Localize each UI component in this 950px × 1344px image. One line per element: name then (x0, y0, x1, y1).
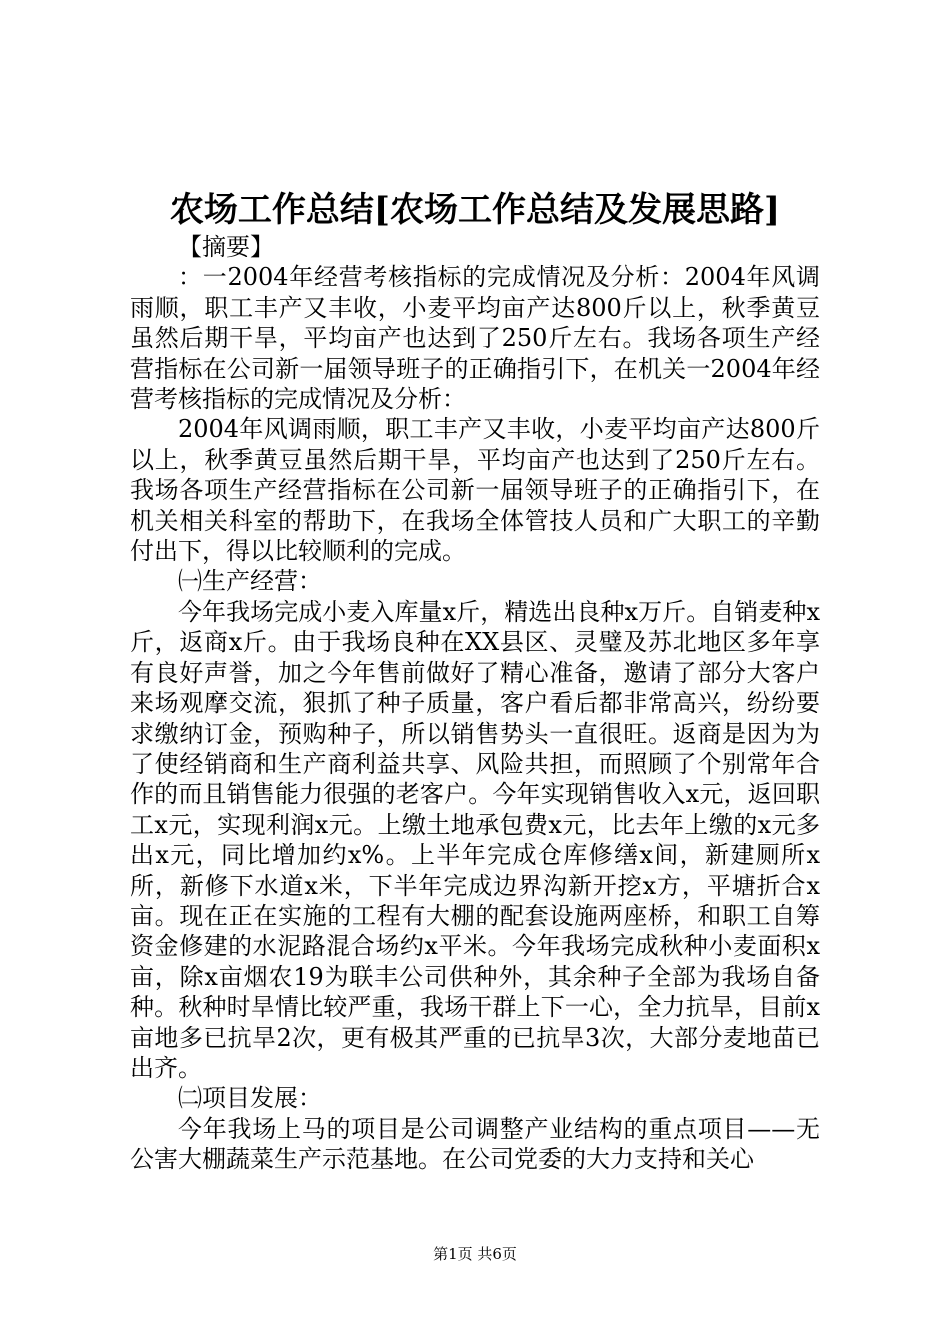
paragraph-1: 2004年风调雨顺，职工丰产又丰收，小麦平均亩产达800斤以上，秋季黄豆虽然后期干旱，平均亩产也达到了250斤左右。我场各项生产经营指标在公司新一届领导班子的正确指引下，在机关相关科室的帮助下，在我场全体管技人员和广大职工的辛勤付出下，得以比较顺利的完成。 (130, 415, 820, 566)
document-body (130, 232, 820, 1175)
paragraph-2: 今年我场完成小麦入库量x斤，精选出良种x万斤。自销麦种x斤，返商x斤。由于我场良种在XX县区、灵璧及苏北地区多年享有良好声誉，加之今年售前做好了精心准备，邀请了部分大客户来场观摩交流，狠抓了种子质量，客户看后都非常高兴，纷纷要求缴纳订金，预购种子，所以销售势头一直很旺。返商是因为为了使经销商和生产商利益共享、风险共担，而照顾了个别常年合作的而且销售能力很强的老客户。今年实现销售收入x元，返回职工x元，实现利润x元。上缴土地承包费x元，比去年上缴的x元多出x元，同比增加约x%。上半年完成仓库修缮x间，新建厕所x所，新修下水道x米，下半年完成边界沟新开挖x方，平塘折合x亩。现在正在实施的工程有大棚的配套设施两座桥，和职工自筹资金修建的水泥路混合场约x平米。今年我场完成秋种小麦面积x亩，除x亩烟农19为联丰公司供种外，其余种子全部为我场自备种。秋种时旱情比较严重，我场干群上下一心，全力抗旱，目前x亩地多已抗旱2次，更有极其严重的已抗旱3次，大部分麦地苗已出齐。 (130, 597, 820, 1082)
abstract-paragraph: ：一2004年经营考核指标的完成情况及分析：2004年风调雨顺，职工丰产又丰收，小麦平均亩产达800斤以上，秋季黄豆虽然后期干旱，平均亩产也达到了250斤左右。我场各项生产经营指标在公司新一届领导班子的正确指引下，在机关一2004年经营考核指标的完成情况及分析： (130, 263, 820, 414)
section-heading-projects: ㈡项目发展： (178, 1084, 322, 1113)
paragraph-3: 今年我场上马的项目是公司调整产业结构的重点项目——无公害大棚蔬菜生产示范基地。在公司党委的大力支持和关心 (130, 1114, 820, 1174)
page-footer: 第1页 共6页 (433, 1245, 517, 1263)
page-title: 农场工作总结[农场工作总结及发展思路] (169, 190, 781, 230)
abstract-label: 【摘要】 (178, 233, 274, 261)
section-heading-production: ㈠生产经营： (178, 567, 322, 596)
